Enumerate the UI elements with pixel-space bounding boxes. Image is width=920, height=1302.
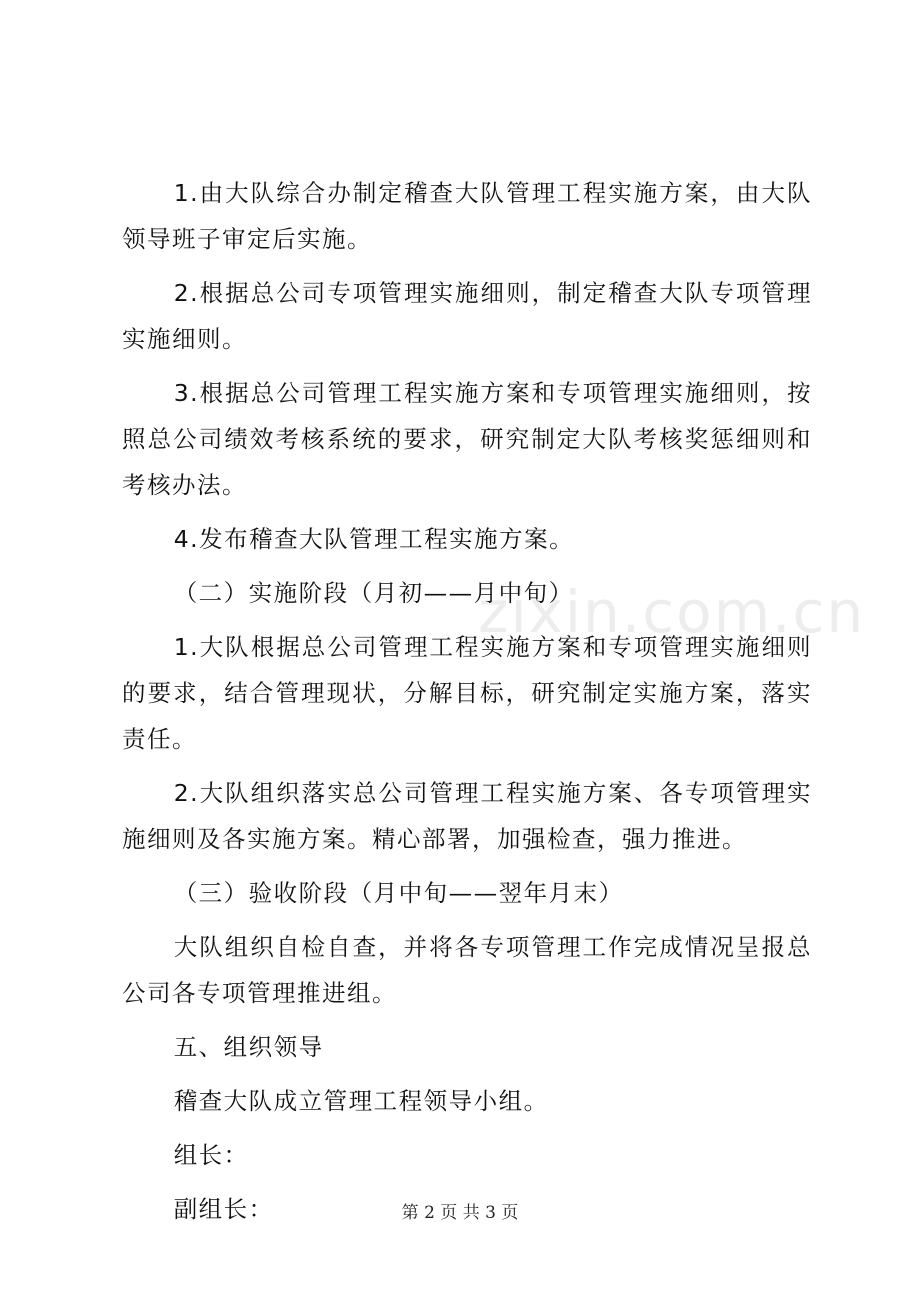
paragraph-5: 1.大队根据总公司管理工程实施方案和专项管理实施细则的要求，结合管理现状，分解目标，研究制定实施方案，落实责任。 (122, 633, 812, 753)
paragraph-2: 2.根据总公司专项管理实施细则，制定稽查大队专项管理实施细则。 (122, 279, 812, 353)
deputy-leader-line: 副组长： (173, 1195, 274, 1223)
section-heading-organization: 五、组织领导 (173, 1033, 324, 1061)
section-heading-acceptance: （三）验收阶段（月中旬——翌年月末） (173, 879, 624, 907)
paragraph-3: 3.根据总公司管理工程实施方案和专项管理实施细则，按照总公司绩效考核系统的要求，研究制定大队考核奖惩细则和考核办法。 (122, 379, 812, 499)
paragraph-6: 2.大队组织落实总公司管理工程实施方案、各专项管理实施细则及各实施方案。精心部署，加强检查，强力推进。 (122, 779, 812, 853)
section-heading-implementation: （二）实施阶段（月初——月中旬） (173, 579, 574, 607)
paragraph-7: 大队组织自检自查，并将各专项管理工作完成情况呈报总公司各专项管理推进组。 (122, 933, 812, 1007)
paragraph-1: 1.由大队综合办制定稽查大队管理工程实施方案，由大队领导班子审定后实施。 (122, 179, 812, 253)
page-footer: 第 2 页 共 3 页 (401, 1203, 519, 1223)
paragraph-8: 稽查大队成立管理工程领导小组。 (173, 1087, 549, 1115)
paragraph-4: 4.发布稽查大队管理工程实施方案。 (173, 525, 575, 553)
team-leader-line: 组长： (173, 1141, 249, 1169)
watermark: zixin.com.cn (478, 578, 866, 646)
document-body (122, 170, 812, 1240)
